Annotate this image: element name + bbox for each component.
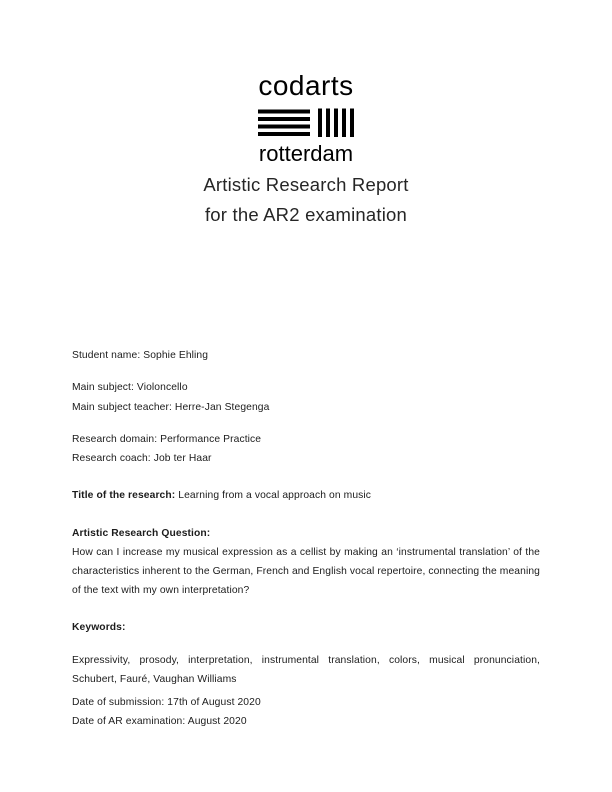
- keywords-heading: Keywords:: [72, 622, 126, 633]
- research-title-value: Learning from a vocal approach on music: [178, 490, 372, 501]
- codarts-logo-mark: [0, 108, 612, 138]
- research-domain-line: Research domain: Performance Practice: [72, 434, 262, 445]
- student-name-line: Student name: Sophie Ehling: [72, 350, 209, 361]
- research-title-label: Title of the research:: [72, 490, 176, 501]
- page-body: [0, 346, 612, 731]
- main-subject-line: Main subject: Violoncello: [72, 382, 188, 393]
- dates-block: [72, 693, 540, 731]
- codarts-wordmark: codarts: [258, 70, 354, 101]
- research-title-line: [72, 486, 540, 505]
- main-subject-teacher-line: Main subject teacher: Herre-Jan Stegenga: [72, 402, 270, 413]
- report-title-line1: Artistic Research Report: [203, 174, 409, 195]
- report-title: [0, 170, 612, 230]
- research-question-text: How can I increase my musical expression as a cellist by making an ‘instrumental translation’ of the characteristics inherent to the German, French and English vocal repertoire, connecting the meaning of the text with my own interpretation?: [72, 547, 540, 596]
- submission-date-line: Date of submission: 17th of August 2020: [72, 697, 261, 708]
- research-question-block: [72, 524, 540, 600]
- subject-block: [72, 378, 540, 418]
- codarts-stripes-icon: [258, 108, 354, 138]
- research-domain-block: [72, 430, 540, 468]
- research-coach-line: Research coach: Job ter Haar: [72, 453, 212, 464]
- keywords-text: Expressivity, prosody, interpretation, instrumental translation, colors, musical pronunciation, Schubert, Fauré, Vaughan Williams: [72, 655, 540, 685]
- rotterdam-wordmark: rotterdam: [258, 141, 354, 166]
- examination-date-line: Date of AR examination: August 2020: [72, 716, 247, 727]
- research-question-heading: Artistic Research Question:: [72, 528, 211, 539]
- report-title-line2: for the AR2 examination: [204, 204, 408, 225]
- codarts-logo: [0, 0, 612, 166]
